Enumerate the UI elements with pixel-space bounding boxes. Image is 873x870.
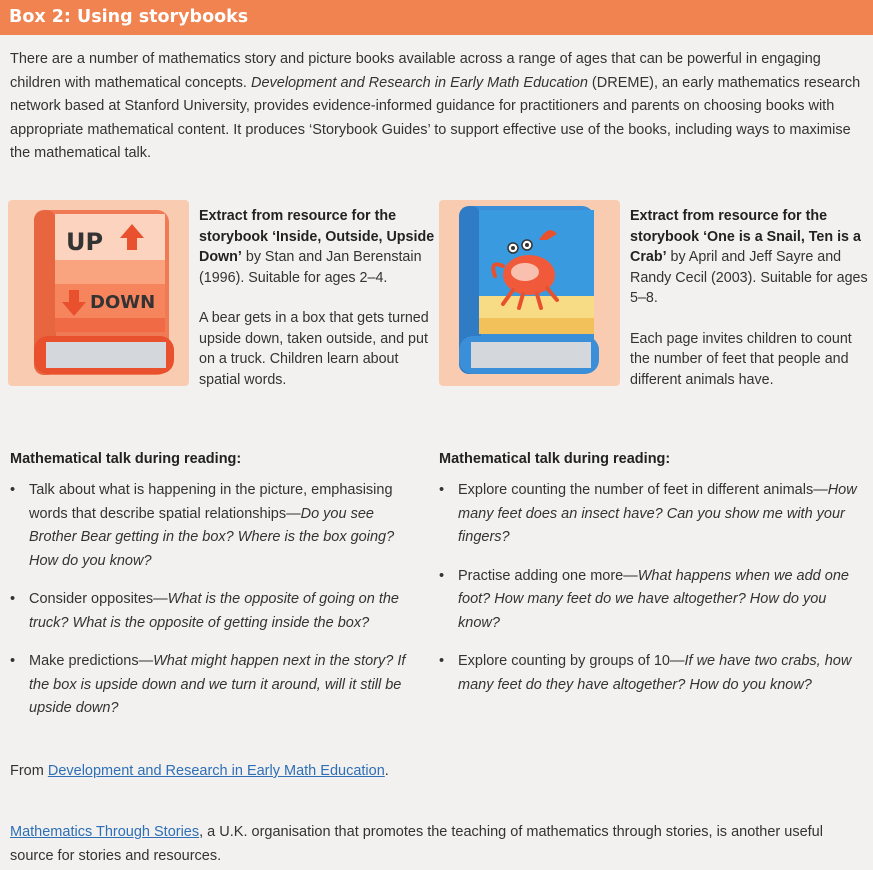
book-icon — [8, 200, 189, 386]
list-item: • Consider opposites—What is the opposite of going on the truck? What is the opposite of getting inside the box? — [10, 588, 420, 635]
list-item: • Practise adding one more—What happens when we add one foot? How many feet do we have altogether? How do you know? — [439, 565, 867, 636]
talk-2-list — [439, 479, 867, 697]
footer-paragraph: Mathematics Through Stories, a U.K. organisation that promotes the teaching of mathematics through stories, is another useful source for stories and resources. — [10, 824, 823, 864]
intro-paragraph — [10, 48, 870, 166]
book-illustration-upside-down — [8, 200, 189, 386]
intro-text-end: (DREME), an early mathematics research network based at Stanford University, provides evidence-informed guidance for practitioners and parents on choosing books with appropriate mathematical content. It produces ‘Storybook Guides’ to support effective use of the books, including ways to maximise the mathematical talk. — [10, 74, 861, 161]
talk-section-1 — [10, 449, 420, 736]
list-item: • Talk about what is happening in the picture, emphasising words that describe spatial relationships—Do you see Brother Bear getting in the box? Where is the box going? How do you know? — [10, 479, 420, 573]
list-item: • Make predictions—What might happen next in the story? If the box is upside down and we turn it around, will it still be upside down? — [10, 650, 420, 721]
intro-italic-title: Development and Research in Early Math Education — [250, 74, 588, 91]
extract-1-byline: by Stan and Jan Berenstain (1996). Suitable for ages 2–4. — [199, 249, 422, 286]
down-label: DOWN — [90, 292, 156, 313]
extract-1-heading: Extract from resource for the storybook ‘Inside, Outside, Upside Down’ — [199, 208, 435, 265]
extract-2-desc: Each page invites children to count the number of feet that people and different animals have. — [630, 330, 852, 388]
box-header — [0, 0, 873, 35]
extract-1-info — [199, 206, 437, 288]
mathematics-through-stories-link[interactable]: Mathematics Through Stories — [10, 824, 200, 840]
talk-2-heading: Mathematical talk during reading: — [439, 451, 671, 467]
box-title: Box 2: Using storybooks — [9, 7, 249, 27]
book-illustration-snail-crab — [439, 200, 620, 386]
talk-section-2 — [439, 449, 867, 712]
extract-2-heading: Extract from resource for the storybook ‘One is a Snail, Ten is a Crab’ — [630, 208, 861, 265]
talk-1-list — [10, 479, 420, 721]
up-label: UP — [66, 228, 104, 256]
list-item: • Explore counting the number of feet in different animals—How many feet does an insect have? Can you show me with your fingers? — [439, 479, 867, 550]
intro-text: There are a number of mathematics story and picture books available across a range of ages that can be powerful in engaging children with mathematical concepts. — [10, 51, 821, 91]
extract-book-2 — [630, 206, 868, 390]
dreme-link[interactable]: Development and Research in Early Math Education — [47, 763, 385, 779]
extract-2-info — [630, 206, 868, 309]
list-item: • Explore counting by groups of 10—If we have two crabs, how many feet do they have altogether? How do you know? — [439, 650, 867, 697]
extract-2-byline: by April and Jeff Sayre and Randy Cecil (2003). Suitable for ages 5–8. — [630, 249, 868, 306]
extract-1-desc: A bear gets in a box that gets turned upside down, taken outside, and put on a truck. Children learn about spatial words. — [199, 310, 429, 388]
book-icon — [439, 200, 620, 386]
source-line: From Development and Research in Early Math Education. — [10, 763, 389, 779]
extract-book-1 — [199, 206, 437, 390]
talk-1-heading: Mathematical talk during reading: — [10, 451, 242, 467]
